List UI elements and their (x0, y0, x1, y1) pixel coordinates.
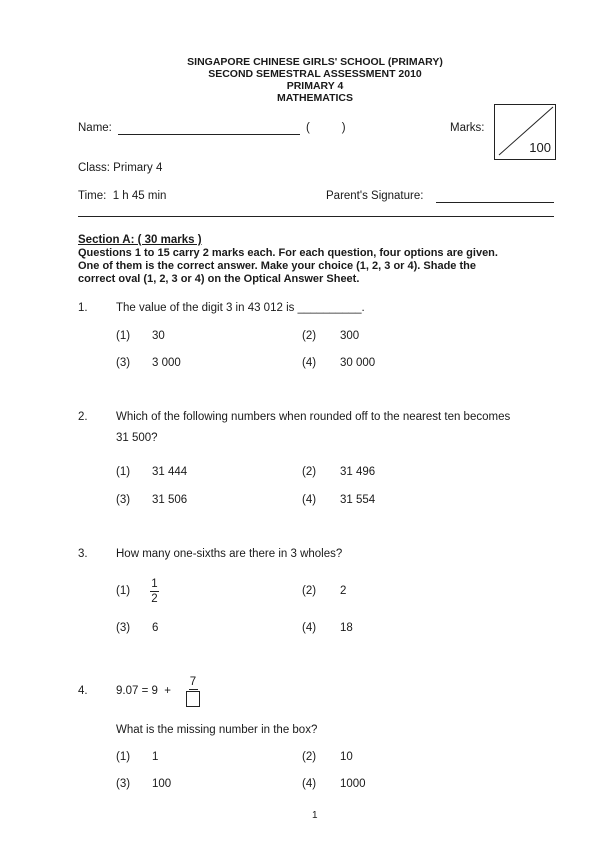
option-value: 1000 (340, 778, 366, 790)
option-label: (1) (116, 466, 131, 478)
question-text: What is the missing number in the box? (116, 724, 318, 736)
option-label: (3) (116, 357, 131, 369)
question-text: The value of the digit 3 in 43 012 is __________. (116, 302, 365, 314)
option-value: 6 (152, 622, 159, 634)
equation-left: 9.07 = 9 + (116, 685, 171, 697)
fraction-bar (189, 689, 198, 690)
section-a-instructions (78, 247, 498, 286)
name-field[interactable] (118, 134, 300, 135)
option-value: 31 506 (152, 494, 188, 506)
option-label: (2) (302, 751, 317, 763)
question-text: 31 500? (116, 432, 158, 444)
option-value: 1 (152, 751, 159, 763)
option-value: 18 (340, 622, 353, 634)
signature-label: Parent's Signature: (326, 190, 424, 202)
option-value: 3 000 (152, 357, 181, 369)
option-value: 31 554 (340, 494, 376, 506)
option-value: 30 (152, 330, 165, 342)
option-label: (3) (116, 778, 131, 790)
option-value: 30 000 (340, 357, 376, 369)
option-value: 10 (340, 751, 353, 763)
equation-fraction (186, 676, 200, 707)
instruction-line: Questions 1 to 15 carry 2 marks each. For each question, four options are given. (78, 247, 498, 259)
option-label: (1) (116, 330, 131, 342)
option-fraction (150, 578, 159, 605)
class-label: Class: Primary 4 (78, 162, 163, 174)
fraction-denominator: 2 (151, 593, 158, 605)
question-number: 1. (78, 302, 88, 314)
fraction-numerator: 7 (189, 676, 197, 688)
time-label: Time: 1 h 45 min (78, 190, 167, 202)
option-label: (1) (116, 751, 131, 763)
assessment-title: SECOND SEMESTRAL ASSESSMENT 2010 (208, 68, 422, 80)
school-name: SINGAPORE CHINESE GIRLS' SCHOOL (PRIMARY) (187, 56, 443, 68)
instruction-line: correct oval (1, 2, 3 or 4) on the Optical Answer Sheet. (78, 273, 360, 285)
option-label: (4) (302, 357, 317, 369)
option-label: (3) (116, 494, 131, 506)
signature-field[interactable] (436, 202, 554, 203)
section-a-heading: Section A: ( 30 marks ) (78, 234, 202, 246)
level-title: PRIMARY 4 (286, 80, 344, 92)
option-value: 31 496 (340, 466, 376, 478)
question-text: How many one-sixths are there in 3 wholes? (116, 548, 343, 560)
subject-title: MATHEMATICS (276, 92, 354, 104)
option-label: (2) (302, 585, 317, 597)
fraction-bar (150, 591, 159, 592)
option-label: (2) (302, 330, 317, 342)
option-label: (4) (302, 778, 317, 790)
option-label: (4) (302, 494, 317, 506)
question-text: Which of the following numbers when rounded off to the nearest ten becomes (116, 411, 511, 423)
option-value: 31 444 (152, 466, 188, 478)
question-number: 3. (78, 548, 88, 560)
option-label: (1) (116, 585, 131, 597)
instruction-line: One of them is the correct answer. Make your choice (1, 2, 3 or 4). Shade the (78, 260, 476, 272)
page-number: 1 (312, 810, 318, 821)
option-label: (4) (302, 622, 317, 634)
answer-box (186, 691, 200, 707)
marks-total: 100 (529, 140, 551, 155)
option-label: (2) (302, 466, 317, 478)
question-number: 2. (78, 411, 88, 423)
header-divider (78, 216, 554, 217)
marks-box[interactable] (494, 104, 556, 160)
option-value: 2 (340, 585, 347, 597)
marks-label: Marks: (450, 122, 485, 134)
fraction-numerator: 1 (151, 578, 158, 590)
option-label: (3) (116, 622, 131, 634)
option-value: 100 (152, 778, 172, 790)
name-label: Name: (78, 122, 112, 134)
register-number-field[interactable]: ( ) (306, 122, 346, 134)
question-number: 4. (78, 685, 88, 697)
option-value: 300 (340, 330, 360, 342)
